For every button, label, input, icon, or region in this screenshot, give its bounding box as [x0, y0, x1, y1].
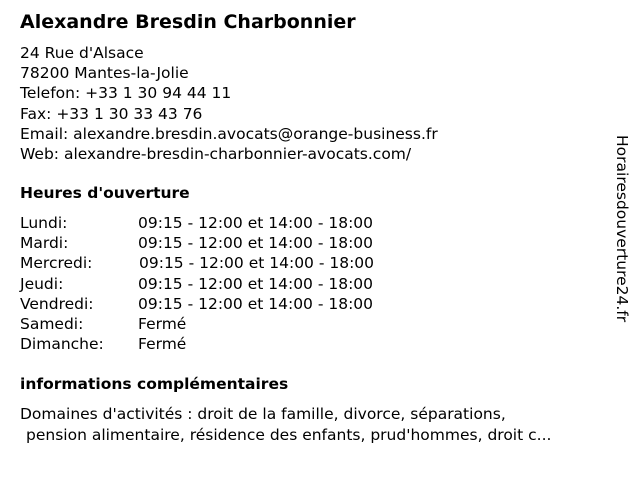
time-value: 09:15 - 12:00 et 14:00 - 18:00	[138, 274, 374, 293]
day-label: Mercredi:	[20, 254, 93, 273]
time-value: 09:15 - 12:00 et 14:00 - 18:00	[139, 254, 375, 273]
phone-number[interactable]: Telefon: +33 1 30 94 44 11	[20, 84, 232, 103]
hours-row-tuesday	[20, 233, 440, 253]
address-city: 78200 Mantes-la-Jolie	[20, 64, 189, 83]
time-value: Fermé	[138, 314, 187, 333]
email-address[interactable]: Email: alexandre.bresdin.avocats@orange-business.fr	[20, 124, 438, 143]
contact-block	[20, 43, 438, 164]
hours-row-thursday	[20, 274, 440, 294]
hours-row-sunday	[20, 334, 440, 354]
opening-hours-table	[20, 213, 440, 354]
day-label: Dimanche:	[20, 335, 104, 354]
time-value: 09:15 - 12:00 et 14:00 - 18:00	[138, 214, 374, 232]
day-label: Vendredi:	[20, 294, 94, 313]
business-name: Alexandre Bresdin Charbonnier	[20, 11, 356, 33]
address-street: 24 Rue d'Alsace	[20, 44, 144, 62]
additional-info-heading: informations complémentaires	[20, 375, 289, 393]
day-label: Lundi:	[20, 214, 68, 232]
fax-number: Fax: +33 1 30 33 43 76	[20, 104, 203, 123]
day-label: Samedi:	[20, 314, 84, 333]
time-value: 09:15 - 12:00 et 14:00 - 18:00	[138, 294, 374, 313]
day-label: Jeudi:	[20, 274, 64, 293]
opening-hours-heading: Heures d'ouverture	[20, 184, 190, 202]
activities-line-2: pension alimentaire, résidence des enfants, prud'hommes, droit c...	[26, 426, 552, 444]
time-value: 09:15 - 12:00 et 14:00 - 18:00	[138, 234, 374, 253]
hours-row-friday	[20, 294, 440, 314]
day-label: Mardi:	[20, 234, 69, 253]
time-value: Fermé	[138, 335, 187, 354]
website-link[interactable]: Web: alexandre-bresdin-charbonnier-avocats.com/	[20, 144, 412, 163]
activities-line-1: Domaines d'activités : droit de la famille, divorce, séparations,	[20, 405, 506, 423]
watermark-text: Horairesdouverture24.fr	[613, 135, 631, 323]
activities-text	[20, 404, 620, 446]
hours-row-saturday	[20, 314, 440, 334]
hours-row-wednesday	[20, 253, 440, 273]
hours-row-monday	[20, 213, 440, 233]
watermark	[612, 135, 632, 375]
